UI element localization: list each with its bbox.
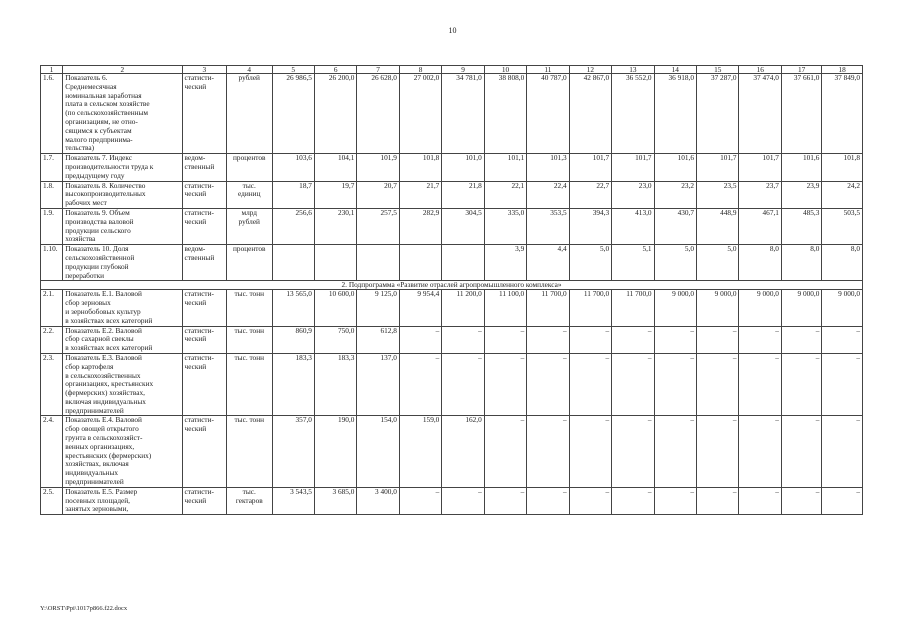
indicator-value: 282,9 — [399, 208, 441, 244]
table-row — [41, 353, 863, 416]
indicator-value: – — [739, 487, 781, 514]
indicator-value: – — [527, 326, 569, 353]
indicator-source: статисти- ческий — [182, 181, 226, 208]
indicator-value: 5,0 — [569, 245, 611, 281]
indicator-value: 101,0 — [442, 154, 484, 181]
indicator-value: – — [612, 416, 654, 487]
indicator-value: 23,7 — [739, 181, 781, 208]
indicator-source: ведом- ственный — [182, 245, 226, 281]
indicator-value: 22,7 — [569, 181, 611, 208]
indicator-value: 750,0 — [314, 326, 356, 353]
indicator-value: – — [442, 353, 484, 416]
footer-file-path: Y:\ORST\Ppi\1017p866.f22.docx — [40, 605, 128, 612]
indicator-unit: тыс. тонн — [227, 416, 272, 487]
indicator-value: 101,8 — [822, 154, 863, 181]
column-number: 4 — [227, 66, 272, 74]
indicator-value: – — [399, 353, 441, 416]
indicator-value: 101,7 — [739, 154, 781, 181]
table-row — [41, 290, 863, 326]
indicator-source: статисти- ческий — [182, 74, 226, 154]
table-row — [41, 154, 863, 181]
indicator-value — [314, 245, 356, 281]
indicator-value: 101,9 — [357, 154, 399, 181]
indicator-value: 103,6 — [272, 154, 314, 181]
column-number: 14 — [654, 66, 696, 74]
indicator-value: 101,7 — [612, 154, 654, 181]
indicator-value: – — [822, 326, 863, 353]
indicator-unit: тыс. гектаров — [227, 487, 272, 514]
indicator-value: 430,7 — [654, 208, 696, 244]
indicator-value: – — [527, 353, 569, 416]
indicator-value: 22,4 — [527, 181, 569, 208]
indicator-unit: тыс. тонн — [227, 290, 272, 326]
indicator-name: Показатель Е.2. Валовой сбор сахарной свеклы в хозяйствах всех категорий — [63, 326, 182, 353]
row-index: 1.6. — [41, 74, 63, 154]
indicator-value: 5,0 — [697, 245, 739, 281]
indicator-value: – — [822, 487, 863, 514]
indicator-value: – — [739, 353, 781, 416]
indicator-unit: процентов — [227, 245, 272, 281]
indicator-value: – — [484, 353, 526, 416]
column-number: 15 — [697, 66, 739, 74]
indicator-value: 9 000,0 — [697, 290, 739, 326]
indicator-value: – — [612, 326, 654, 353]
row-index: 2.4. — [41, 416, 63, 487]
indicator-unit: тыс. тонн — [227, 326, 272, 353]
table-row — [41, 416, 863, 487]
indicator-source: статисти- ческий — [182, 326, 226, 353]
indicator-value: 183,3 — [272, 353, 314, 416]
table-row — [41, 181, 863, 208]
indicator-value — [442, 245, 484, 281]
row-index: 1.8. — [41, 181, 63, 208]
indicator-source: статисти- ческий — [182, 353, 226, 416]
indicator-value: 256,6 — [272, 208, 314, 244]
indicator-value: – — [697, 353, 739, 416]
indicator-value: 394,3 — [569, 208, 611, 244]
indicator-value: 612,8 — [357, 326, 399, 353]
row-index: 1.7. — [41, 154, 63, 181]
indicator-value: – — [781, 416, 821, 487]
indicator-value: 413,0 — [612, 208, 654, 244]
indicator-value: – — [527, 487, 569, 514]
indicator-value: 101,7 — [569, 154, 611, 181]
indicator-value: 11 700,0 — [612, 290, 654, 326]
indicator-value: 36 552,0 — [612, 74, 654, 154]
indicator-value: 8,0 — [781, 245, 821, 281]
indicator-value: 9 000,0 — [822, 290, 863, 326]
indicator-value: 101,3 — [527, 154, 569, 181]
indicator-value: 190,0 — [314, 416, 356, 487]
column-number: 9 — [442, 66, 484, 74]
section-heading-row — [41, 281, 863, 290]
indicator-value: 36 918,0 — [654, 74, 696, 154]
column-number: 12 — [569, 66, 611, 74]
indicator-value: – — [442, 326, 484, 353]
indicator-value: 3,9 — [484, 245, 526, 281]
indicator-name: Показатель 9. Объем производства валовой продукции сельского хозяйства — [63, 208, 182, 244]
indicator-value: 11 700,0 — [569, 290, 611, 326]
column-number: 18 — [822, 66, 863, 74]
indicator-value: 21,7 — [399, 181, 441, 208]
table-row — [41, 208, 863, 244]
indicator-unit: млрд рублей — [227, 208, 272, 244]
indicator-value: 42 867,0 — [569, 74, 611, 154]
indicator-value: 101,7 — [697, 154, 739, 181]
column-number: 16 — [739, 66, 781, 74]
column-number: 2 — [63, 66, 182, 74]
indicator-value: 9 954,4 — [399, 290, 441, 326]
indicator-value — [399, 245, 441, 281]
row-index: 1.10. — [41, 245, 63, 281]
column-number: 11 — [527, 66, 569, 74]
table-row — [41, 74, 863, 154]
indicator-name: Показатель 8. Количество высокопроизводительных рабочих мест — [63, 181, 182, 208]
indicator-value: – — [781, 326, 821, 353]
indicator-value: 23,0 — [612, 181, 654, 208]
indicator-value: 9 125,0 — [357, 290, 399, 326]
indicator-value: 18,7 — [272, 181, 314, 208]
row-index: 1.9. — [41, 208, 63, 244]
indicator-value: 503,5 — [822, 208, 863, 244]
indicator-value: 11 700,0 — [527, 290, 569, 326]
indicator-source: статисти- ческий — [182, 290, 226, 326]
indicator-value: 26 986,5 — [272, 74, 314, 154]
indicator-value: – — [569, 487, 611, 514]
indicator-value: 13 565,0 — [272, 290, 314, 326]
indicator-value: 22,1 — [484, 181, 526, 208]
indicator-source: статисти- ческий — [182, 208, 226, 244]
indicator-value: 37 849,0 — [822, 74, 863, 154]
indicator-value: – — [569, 416, 611, 487]
indicator-value: 19,7 — [314, 181, 356, 208]
indicator-value: 101,6 — [654, 154, 696, 181]
indicator-value: – — [697, 416, 739, 487]
column-number: 6 — [314, 66, 356, 74]
indicator-value: 137,0 — [357, 353, 399, 416]
indicator-value: 5,1 — [612, 245, 654, 281]
indicator-value: 8,0 — [739, 245, 781, 281]
indicator-source: ведом- ственный — [182, 154, 226, 181]
indicator-value: 26 200,0 — [314, 74, 356, 154]
indicator-value: – — [654, 326, 696, 353]
indicator-value: 860,9 — [272, 326, 314, 353]
indicator-value: 23,9 — [781, 181, 821, 208]
indicator-unit: тыс. единиц — [227, 181, 272, 208]
indicator-value: – — [484, 487, 526, 514]
indicator-value: 26 628,0 — [357, 74, 399, 154]
indicator-name: Показатель Е.3. Валовой сбор картофеля в сельскохозяйственных организациях, крестьянских (фермерских) хозяйствах, включая индивидуальных предпринимателей — [63, 353, 182, 416]
indicator-value: – — [612, 353, 654, 416]
section-title: 2. Подпрограмма «Развитие отраслей агропромышленного комплекса» — [41, 281, 863, 290]
indicator-value: – — [527, 416, 569, 487]
indicator-value: 101,6 — [781, 154, 821, 181]
indicator-value: – — [612, 487, 654, 514]
indicator-value: 257,5 — [357, 208, 399, 244]
column-number-row — [41, 66, 863, 74]
indicator-value: – — [697, 487, 739, 514]
indicator-value: 9 000,0 — [654, 290, 696, 326]
indicator-value: 448,9 — [697, 208, 739, 244]
indicator-name: Показатель 6. Среднемесячная номинальная заработная плата в сельском хозяйстве (по сельскохозяйственным организациям, не отно- сящимся к субъектам малого предпринима- тельства) — [63, 74, 182, 154]
indicator-value: – — [822, 353, 863, 416]
indicator-value — [357, 245, 399, 281]
indicator-name: Показатель Е.1. Валовой сбор зерновых и зернобобовых культур в хозяйствах всех категорий — [63, 290, 182, 326]
indicator-value: 37 661,0 — [781, 74, 821, 154]
column-number: 10 — [484, 66, 526, 74]
indicator-value: – — [781, 353, 821, 416]
indicator-unit: рублей — [227, 74, 272, 154]
indicator-value: 20,7 — [357, 181, 399, 208]
indicator-value — [272, 245, 314, 281]
indicator-value: 3 543,5 — [272, 487, 314, 514]
table-row — [41, 487, 863, 514]
indicator-value: – — [399, 326, 441, 353]
indicator-value: 4,4 — [527, 245, 569, 281]
indicators-table — [40, 65, 863, 515]
indicator-value: – — [484, 326, 526, 353]
indicator-value: – — [697, 326, 739, 353]
page-number: 10 — [448, 26, 457, 35]
column-number: 1 — [41, 66, 63, 74]
indicator-value: 37 287,0 — [697, 74, 739, 154]
indicator-value: – — [569, 353, 611, 416]
indicator-value: 357,0 — [272, 416, 314, 487]
indicator-value: 21,8 — [442, 181, 484, 208]
indicator-value: 467,1 — [739, 208, 781, 244]
indicator-source: статисти- ческий — [182, 416, 226, 487]
indicator-value: 3 685,0 — [314, 487, 356, 514]
indicator-source: статисти- ческий — [182, 487, 226, 514]
indicator-value: 230,1 — [314, 208, 356, 244]
indicator-value: 10 600,0 — [314, 290, 356, 326]
indicator-value: 162,0 — [442, 416, 484, 487]
indicator-value: – — [822, 416, 863, 487]
indicator-value: – — [654, 353, 696, 416]
indicator-value: 3 400,0 — [357, 487, 399, 514]
indicator-value: – — [739, 326, 781, 353]
indicator-value: 8,0 — [822, 245, 863, 281]
row-index: 2.5. — [41, 487, 63, 514]
indicator-value: 154,0 — [357, 416, 399, 487]
column-number: 8 — [399, 66, 441, 74]
indicator-unit: процентов — [227, 154, 272, 181]
table-row — [41, 245, 863, 281]
indicator-value: 304,5 — [442, 208, 484, 244]
indicator-value: 101,8 — [399, 154, 441, 181]
indicator-value: 27 002,0 — [399, 74, 441, 154]
indicator-value: – — [399, 487, 441, 514]
indicator-value: 183,3 — [314, 353, 356, 416]
indicator-value: 24,2 — [822, 181, 863, 208]
row-index: 2.1. — [41, 290, 63, 326]
indicator-name: Показатель 7. Индекс производительности труда к предыдущему году — [63, 154, 182, 181]
indicator-value: 23,2 — [654, 181, 696, 208]
indicator-value: 37 474,0 — [739, 74, 781, 154]
indicator-value: – — [654, 487, 696, 514]
indicator-value: – — [442, 487, 484, 514]
indicator-value: 159,0 — [399, 416, 441, 487]
indicator-value: 11 100,0 — [484, 290, 526, 326]
indicator-name: Показатель Е.4. Валовой сбор овощей открытого грунта в сельскохозяйст- венных организациях, крестьянских (фермерских) хозяйствах, включая индивидуальных предпринимателей — [63, 416, 182, 487]
table-row — [41, 326, 863, 353]
indicator-value: 38 808,0 — [484, 74, 526, 154]
column-number: 3 — [182, 66, 226, 74]
indicator-value: 9 000,0 — [781, 290, 821, 326]
indicator-name: Показатель Е.5. Размер посевных площадей, занятых зерновыми, — [63, 487, 182, 514]
column-number: 17 — [781, 66, 821, 74]
indicator-value: – — [484, 416, 526, 487]
column-number: 5 — [272, 66, 314, 74]
indicator-value: 485,3 — [781, 208, 821, 244]
indicator-value: 104,1 — [314, 154, 356, 181]
indicator-value: – — [569, 326, 611, 353]
indicator-value: 9 000,0 — [739, 290, 781, 326]
indicator-value: 40 787,0 — [527, 74, 569, 154]
indicator-value: 335,0 — [484, 208, 526, 244]
indicator-value: 34 781,0 — [442, 74, 484, 154]
indicator-value: 23,5 — [697, 181, 739, 208]
column-number: 13 — [612, 66, 654, 74]
indicator-value: 101,1 — [484, 154, 526, 181]
indicator-value: 353,5 — [527, 208, 569, 244]
indicator-value: – — [739, 416, 781, 487]
row-index: 2.3. — [41, 353, 63, 416]
indicator-value: – — [781, 487, 821, 514]
indicator-value: 5,0 — [654, 245, 696, 281]
indicator-name: Показатель 10. Доля сельскохозяйственной продукции глубокой переработки — [63, 245, 182, 281]
row-index: 2.2. — [41, 326, 63, 353]
column-number: 7 — [357, 66, 399, 74]
indicator-value: 11 200,0 — [442, 290, 484, 326]
indicator-value: – — [654, 416, 696, 487]
indicator-unit: тыс. тонн — [227, 353, 272, 416]
